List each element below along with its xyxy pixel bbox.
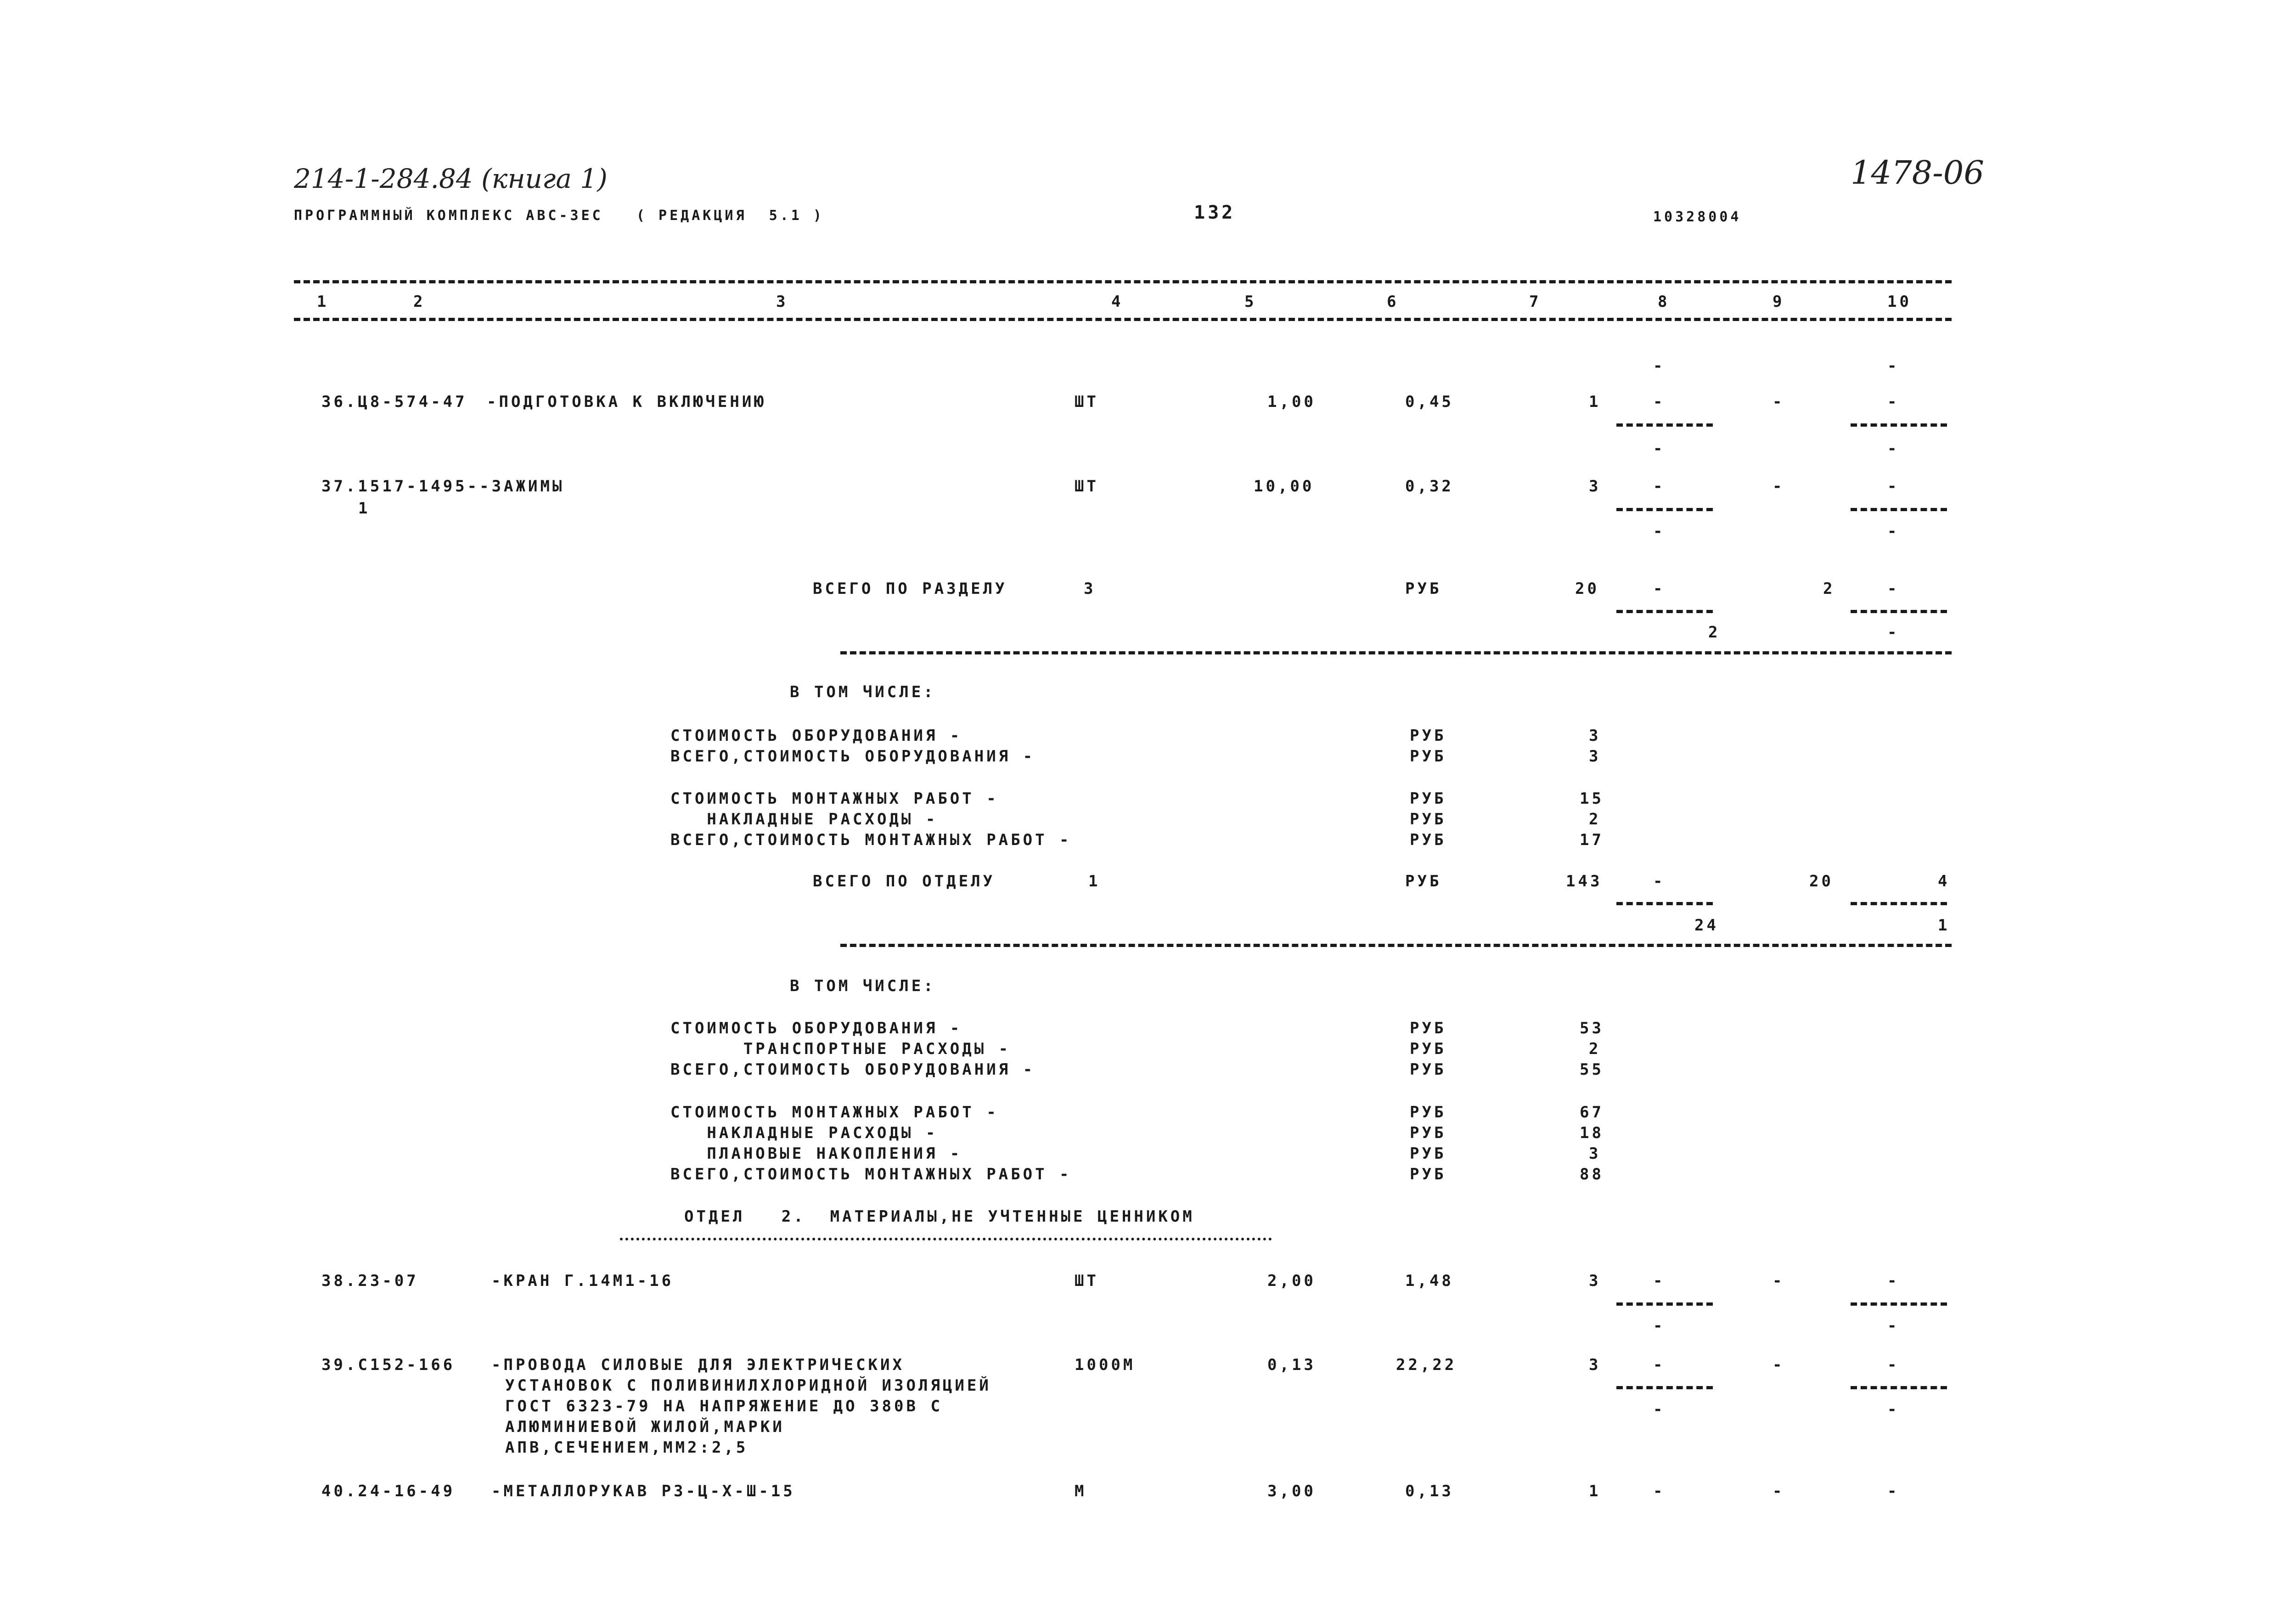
row-col8: - bbox=[1653, 1272, 1666, 1290]
row-name-line: АЛЮМИНИЕВОЙ ЖИЛОЙ,МАРКИ bbox=[505, 1418, 785, 1436]
breakdown-value: 3 bbox=[1589, 1144, 1601, 1163]
breakdown-unit: РУБ bbox=[1410, 747, 1446, 766]
row-id: 36.Ц8-574-47 bbox=[321, 393, 467, 411]
row-col10-bottom: - bbox=[1887, 440, 1900, 458]
breakdown-unit: РУБ bbox=[1410, 1103, 1446, 1122]
col-3: 3 bbox=[776, 293, 788, 311]
breakdown-label: ПЛАНОВЫЕ НАКОПЛЕНИЯ - bbox=[670, 1144, 962, 1163]
row-col9: - bbox=[1773, 477, 1785, 496]
breakdown-label: СТОИМОСТЬ ОБОРУДОВАНИЯ - bbox=[670, 1019, 962, 1037]
breakdown-unit: РУБ bbox=[1410, 1124, 1446, 1142]
row-col8: - bbox=[1653, 1356, 1666, 1374]
col-4: 4 bbox=[1111, 293, 1124, 311]
row-price: 0,45 bbox=[1405, 393, 1454, 411]
row-rule bbox=[1851, 508, 1947, 511]
department-total-num: 1 bbox=[1088, 872, 1101, 891]
breakdown-unit: РУБ bbox=[1410, 1040, 1446, 1058]
col-9: 9 bbox=[1773, 293, 1785, 311]
breakdown-unit: РУБ bbox=[1410, 1165, 1446, 1184]
row-total: 3 bbox=[1589, 1356, 1601, 1374]
department-2-rule bbox=[620, 1238, 1272, 1240]
row-col10: - bbox=[1887, 1272, 1900, 1290]
row-name: -КРАН Г.14М1-16 bbox=[491, 1272, 674, 1290]
row-36-col10-top: - bbox=[1887, 357, 1900, 375]
breakdown-value: 88 bbox=[1580, 1165, 1604, 1184]
section-breakdown-heading: В ТОМ ЧИСЛЕ: bbox=[790, 683, 936, 701]
row-col9: - bbox=[1773, 1482, 1785, 1500]
row-col8-bottom: - bbox=[1653, 1317, 1666, 1335]
row-total: 3 bbox=[1589, 477, 1601, 496]
breakdown-value: 17 bbox=[1580, 831, 1604, 849]
breakdown-value: 15 bbox=[1580, 789, 1604, 808]
row-rule bbox=[1616, 610, 1713, 613]
breakdown-unit: РУБ bbox=[1410, 810, 1446, 829]
breakdown-value: 2 bbox=[1589, 810, 1601, 829]
department-total-value: 143 bbox=[1566, 872, 1603, 891]
breakdown-label: НАКЛАДНЫЕ РАСХОДЫ - bbox=[670, 1124, 938, 1142]
col-2: 2 bbox=[413, 293, 426, 311]
breakdown-unit: РУБ bbox=[1410, 1060, 1446, 1079]
section-total-unit: РУБ bbox=[1405, 580, 1442, 598]
section-total-col10: - bbox=[1887, 580, 1900, 598]
row-col10-bottom: - bbox=[1887, 522, 1900, 541]
section-total-col8-bottom: 2 bbox=[1708, 623, 1721, 642]
row-price: 0,13 bbox=[1405, 1482, 1454, 1500]
row-name-line: УСТАНОВОК С ПОЛИВИНИЛХЛОРИДНОЙ ИЗОЛЯЦИЕЙ bbox=[505, 1376, 991, 1395]
row-col8: - bbox=[1653, 393, 1666, 411]
row-name-line: ГОСТ 6323-79 НА НАПРЯЖЕНИЕ ДО 380В С bbox=[505, 1397, 943, 1415]
row-col8: - bbox=[1653, 477, 1666, 496]
document-code: 214-1-284.84 (книга 1) bbox=[294, 163, 608, 194]
section-total-col10-bottom: - bbox=[1887, 623, 1900, 642]
row-rule bbox=[1851, 902, 1947, 905]
row-col8-bottom: - bbox=[1653, 522, 1666, 541]
row-col9: - bbox=[1773, 1272, 1785, 1290]
row-rule bbox=[1616, 1386, 1713, 1389]
row-id: 37.1517-1495--ЗАЖИМЫ bbox=[321, 477, 565, 496]
breakdown-unit: РУБ bbox=[1410, 1144, 1446, 1163]
row-id: 38.23-07 bbox=[321, 1272, 419, 1290]
department-2-title: ОТДЕЛ 2. МАТЕРИАЛЫ,НЕ УЧТЕННЫЕ ЦЕННИКОМ bbox=[684, 1207, 1195, 1226]
row-unit: 1000М bbox=[1075, 1356, 1136, 1374]
col-5: 5 bbox=[1244, 293, 1257, 311]
row-col10: - bbox=[1887, 393, 1900, 411]
col-8: 8 bbox=[1658, 293, 1670, 311]
row-unit: ШТ bbox=[1075, 1272, 1099, 1290]
section-total-num: 3 bbox=[1084, 580, 1096, 598]
col-1: 1 bbox=[317, 293, 329, 311]
row-rule bbox=[1851, 610, 1947, 613]
row-name-line: АПВ,СЕЧЕНИЕМ,ММ2:2,5 bbox=[505, 1438, 748, 1457]
department-total-col8: - bbox=[1653, 872, 1666, 891]
breakdown-value: 53 bbox=[1580, 1019, 1604, 1037]
row-name: -МЕТАЛЛОРУКАВ Р3-Ц-Х-Ш-15 bbox=[491, 1482, 795, 1500]
page-number: 132 bbox=[1194, 202, 1236, 223]
row-rule bbox=[1616, 423, 1713, 427]
row-col10-bottom: - bbox=[1887, 1400, 1900, 1419]
department-total-label: ВСЕГО ПО ОТДЕЛУ bbox=[813, 872, 996, 891]
row-qty: 3,00 bbox=[1267, 1482, 1316, 1500]
row-36-col8-top: - bbox=[1653, 357, 1666, 375]
col-10: 10 bbox=[1887, 293, 1912, 311]
row-rule bbox=[1616, 1302, 1713, 1306]
breakdown-label: НАКЛАДНЫЕ РАСХОДЫ - bbox=[670, 810, 938, 829]
breakdown-label: ВСЕГО,СТОИМОСТЬ ОБОРУДОВАНИЯ - bbox=[670, 747, 1035, 766]
department-total-col9: 20 bbox=[1809, 872, 1834, 891]
breakdown-unit: РУБ bbox=[1410, 1019, 1446, 1037]
breakdown-unit: РУБ bbox=[1410, 727, 1446, 745]
program-title: ПРОГРАММНЫЙ КОМПЛЕКС АВС-ЗЕС ( РЕДАКЦИЯ 5.1 ) bbox=[294, 208, 824, 224]
department-total-col10: 4 bbox=[1938, 872, 1950, 891]
breakdown-value: 67 bbox=[1580, 1103, 1604, 1122]
section-total-value: 20 bbox=[1575, 580, 1599, 598]
row-price: 0,32 bbox=[1405, 477, 1454, 496]
row-col10: - bbox=[1887, 477, 1900, 496]
col-7: 7 bbox=[1529, 293, 1542, 311]
section-total-col9: 2 bbox=[1823, 580, 1835, 598]
department-total-col10-bottom: 1 bbox=[1938, 916, 1950, 935]
row-name: -ПОДГОТОВКА К ВКЛЮЧЕНИЮ bbox=[487, 393, 766, 411]
breakdown-label: СТОИМОСТЬ МОНТАЖНЫХ РАБОТ - bbox=[670, 789, 999, 808]
row-unit: ШТ bbox=[1075, 477, 1099, 496]
row-price: 1,48 bbox=[1405, 1272, 1454, 1290]
breakdown-label: ВСЕГО,СТОИМОСТЬ МОНТАЖНЫХ РАБОТ - bbox=[670, 831, 1072, 849]
department-total-col8-bottom: 24 bbox=[1694, 916, 1719, 935]
breakdown-unit: РУБ bbox=[1410, 831, 1446, 849]
row-qty: 10,00 bbox=[1254, 477, 1315, 496]
header-rule-bottom bbox=[294, 318, 1952, 321]
section-total-col8: - bbox=[1653, 580, 1666, 598]
department-total-unit: РУБ bbox=[1405, 872, 1442, 891]
row-rule bbox=[1851, 423, 1947, 427]
section-rule bbox=[840, 651, 1952, 654]
row-col10: - bbox=[1887, 1482, 1900, 1500]
header-rule-top bbox=[294, 280, 1952, 283]
department-breakdown-heading: В ТОМ ЧИСЛЕ: bbox=[790, 977, 936, 995]
row-col10: - bbox=[1887, 1356, 1900, 1374]
row-unit: ШТ bbox=[1075, 393, 1099, 411]
row-total: 3 bbox=[1589, 1272, 1601, 1290]
breakdown-label: ВСЕГО,СТОИМОСТЬ ОБОРУДОВАНИЯ - bbox=[670, 1060, 1035, 1079]
breakdown-label: СТОИМОСТЬ ОБОРУДОВАНИЯ - bbox=[670, 727, 962, 745]
estimate-code: 10328004 bbox=[1653, 209, 1742, 225]
row-rule bbox=[1851, 1302, 1947, 1306]
breakdown-value: 3 bbox=[1589, 747, 1601, 766]
row-col8-bottom: - bbox=[1653, 440, 1666, 458]
row-col10-bottom: - bbox=[1887, 1317, 1900, 1335]
row-col8-bottom: - bbox=[1653, 1400, 1666, 1419]
row-unit: М bbox=[1075, 1482, 1087, 1500]
breakdown-label: ВСЕГО,СТОИМОСТЬ МОНТАЖНЫХ РАБОТ - bbox=[670, 1165, 1072, 1184]
row-qty: 0,13 bbox=[1267, 1356, 1316, 1374]
breakdown-label: СТОИМОСТЬ МОНТАЖНЫХ РАБОТ - bbox=[670, 1103, 999, 1122]
row-total: 1 bbox=[1589, 1482, 1601, 1500]
row-price: 22,22 bbox=[1396, 1356, 1457, 1374]
row-total: 1 bbox=[1589, 393, 1601, 411]
row-qty: 2,00 bbox=[1267, 1272, 1316, 1290]
row-rule bbox=[1851, 1386, 1947, 1389]
col-6: 6 bbox=[1387, 293, 1399, 311]
archive-number: 1478-06 bbox=[1851, 154, 1984, 192]
breakdown-value: 55 bbox=[1580, 1060, 1604, 1079]
breakdown-label: ТРАНСПОРТНЫЕ РАСХОДЫ - bbox=[670, 1040, 1011, 1058]
row-id: 39.С152-166 bbox=[321, 1356, 456, 1374]
breakdown-value: 3 bbox=[1589, 727, 1601, 745]
section-total-label: ВСЕГО ПО РАЗДЕЛУ bbox=[813, 580, 1007, 598]
row-name-line: -ПРОВОДА СИЛОВЫЕ ДЛЯ ЭЛЕКТРИЧЕСКИХ bbox=[491, 1356, 905, 1374]
row-sub: 1 bbox=[358, 499, 371, 518]
breakdown-value: 18 bbox=[1580, 1124, 1604, 1142]
department-rule bbox=[840, 944, 1952, 947]
breakdown-value: 2 bbox=[1589, 1040, 1601, 1058]
row-col9: - bbox=[1773, 1356, 1785, 1374]
row-id: 40.24-16-49 bbox=[321, 1482, 456, 1500]
row-col8: - bbox=[1653, 1482, 1666, 1500]
row-rule bbox=[1616, 902, 1713, 905]
row-qty: 1,00 bbox=[1267, 393, 1316, 411]
breakdown-unit: РУБ bbox=[1410, 789, 1446, 808]
row-rule bbox=[1616, 508, 1713, 511]
row-col9: - bbox=[1773, 393, 1785, 411]
